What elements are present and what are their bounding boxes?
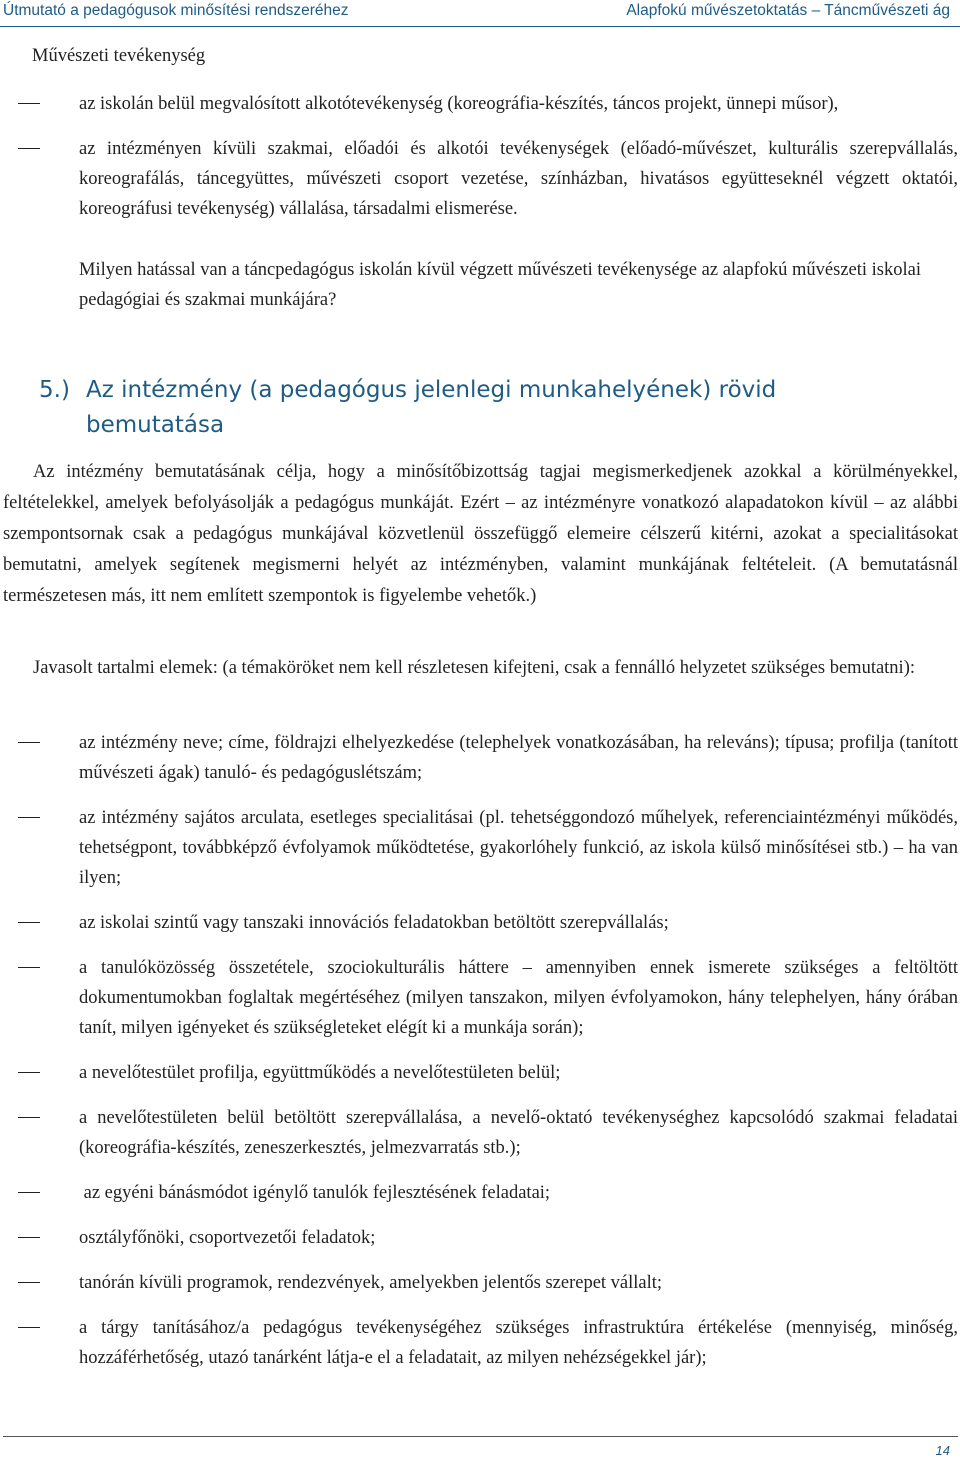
dash-bullet-icon: [18, 967, 40, 968]
reflection-question: Milyen hatással van a táncpedagógus iskolán kívül végzett művészeti tevékenysége az alapfokú művészeti iskolai pedagógiai és szakmai munkájára?: [79, 260, 921, 310]
list-item: tanórán kívüli programok, rendezvények, amelyekben jelentős szerepet vállalt;: [0, 1268, 960, 1298]
suggested-content-paragraph: Javasolt tartalmi elemek: (a témaköröket nem kell részletesen kifejteni, csak a fennálló helyzetet szükséges bemutatni):: [33, 658, 916, 678]
dash-bullet-icon: [18, 1237, 40, 1238]
footer-rule: [3, 1436, 958, 1437]
section-label: Művészeti tevékenység: [32, 46, 206, 66]
intro-paragraph: Az intézmény bemutatásának célja, hogy a minősítőbizottság tagjai megismerkedjenek azokkal a körülményekkel, feltételekkel, amelyek befolyásolják a pedagógus munkáját. Ezért – az intézményre vonatkozó alapadatokon kívül – az alábbi szempontsornak csak a pedagógus munkájával közvetlenül összefüggő elemeire célszerű kitérni, azokat a specialitásokat bemutatni, amelyek segítenek megismerni helyét az intézményben, valamint munkájának feltételeit. (A bemutatásnál természetesen más, itt nem említett szempontok is figyelembe vehetők.): [3, 462, 958, 606]
content-bullet-list: [0, 728, 960, 1373]
list-item: az intézmény neve; címe, földrajzi elhelyezkedése (telephelyek vonatkozásában, ha releváns); típusa; profilja (tanított művészeti ágak) tanuló- és pedagóguslétszám;: [0, 728, 960, 788]
dash-bullet-icon: [18, 148, 40, 149]
list-item: a nevelőtestület profilja, együttműködés a nevelőtestületen belül;: [0, 1058, 960, 1088]
dash-bullet-icon: [18, 1192, 40, 1193]
header-section-title: Alapfokú művészetoktatás – Táncművészeti ág: [626, 2, 950, 19]
list-item: a tárgy tanításához/a pedagógus tevékenységéhez szükséges infrastruktúra értékelése (mennyiség, minőség, hozzáférhetőség, utazó tanárként látja-e el a feladatait, az milyen nehézségekkel jár);: [0, 1313, 960, 1373]
dash-bullet-icon: [18, 1117, 40, 1118]
list-item: az iskolai szintű vagy tanszaki innovációs feladatokban betöltött szerepvállalás;: [0, 908, 960, 938]
top-bullet-list: [0, 89, 960, 224]
heading-line-2: bemutatása: [86, 412, 225, 438]
list-item: a tanulóközösség összetétele, szociokulturális háttere – amennyiben ennek ismerete szükséges a feltöltött dokumentumokban foglaltak megértéséhez (milyen tanszakon, milyen évfolyamokon, hány telephelyen, hány órában tanít, milyen igényeket és szükségleteket elégít ki a munkája során);: [0, 953, 960, 1043]
header-document-title: Útmutató a pedagógusok minősítési rendszeréhez: [3, 2, 349, 19]
list-item: az intézmény sajátos arculata, esetleges specialitásai (pl. tehetséggondozó műhelyek, referenciaintézményi működés, tehetségpont, továbbképző évfolyamok működtetése, gyakorlóhely funkció, az iskola külső minősítései stb.) – ha van ilyen;: [0, 803, 960, 893]
dash-bullet-icon: [18, 817, 40, 818]
heading-line-1: Az intézmény (a pedagógus jelenlegi munkahelyének) rövid: [86, 377, 777, 403]
list-item: az egyéni bánásmódot igénylő tanulók fejlesztésének feladatai;: [0, 1178, 960, 1208]
dash-bullet-icon: [18, 1282, 40, 1283]
dash-bullet-icon: [18, 1072, 40, 1073]
page-header: [0, 0, 960, 28]
dash-bullet-icon: [18, 1327, 40, 1328]
list-item: a nevelőtestületen belül betöltött szerepvállalása, a nevelő-oktató tevékenységhez kapcsolódó szakmai feladatai (koreográfia-készítés, zeneszerkesztés, jelmezvarratás stb.);: [0, 1103, 960, 1163]
heading-number: 5.): [39, 377, 70, 403]
header-rule: [0, 26, 960, 27]
list-item: osztályfőnöki, csoportvezetői feladatok;: [0, 1223, 960, 1253]
section-heading: [39, 373, 939, 443]
dash-bullet-icon: [18, 103, 40, 104]
list-item: az intézményen kívüli szakmai, előadói és alkotói tevékenységek (előadó-művészet, kulturális szerepvállalás, koreografálás, táncegyüttes, művészeti csoport vezetése, színházban, hivatásos együtteseknél végzett oktatói, koreográfusi tevékenység) vállalása, társadalmi elismerése.: [0, 134, 960, 224]
dash-bullet-icon: [18, 742, 40, 743]
list-item: az iskolán belül megvalósított alkotótevékenység (koreográfia-készítés, táncos projekt, ünnepi műsor),: [0, 89, 960, 119]
dash-bullet-icon: [18, 922, 40, 923]
page-number: 14: [935, 1443, 950, 1458]
